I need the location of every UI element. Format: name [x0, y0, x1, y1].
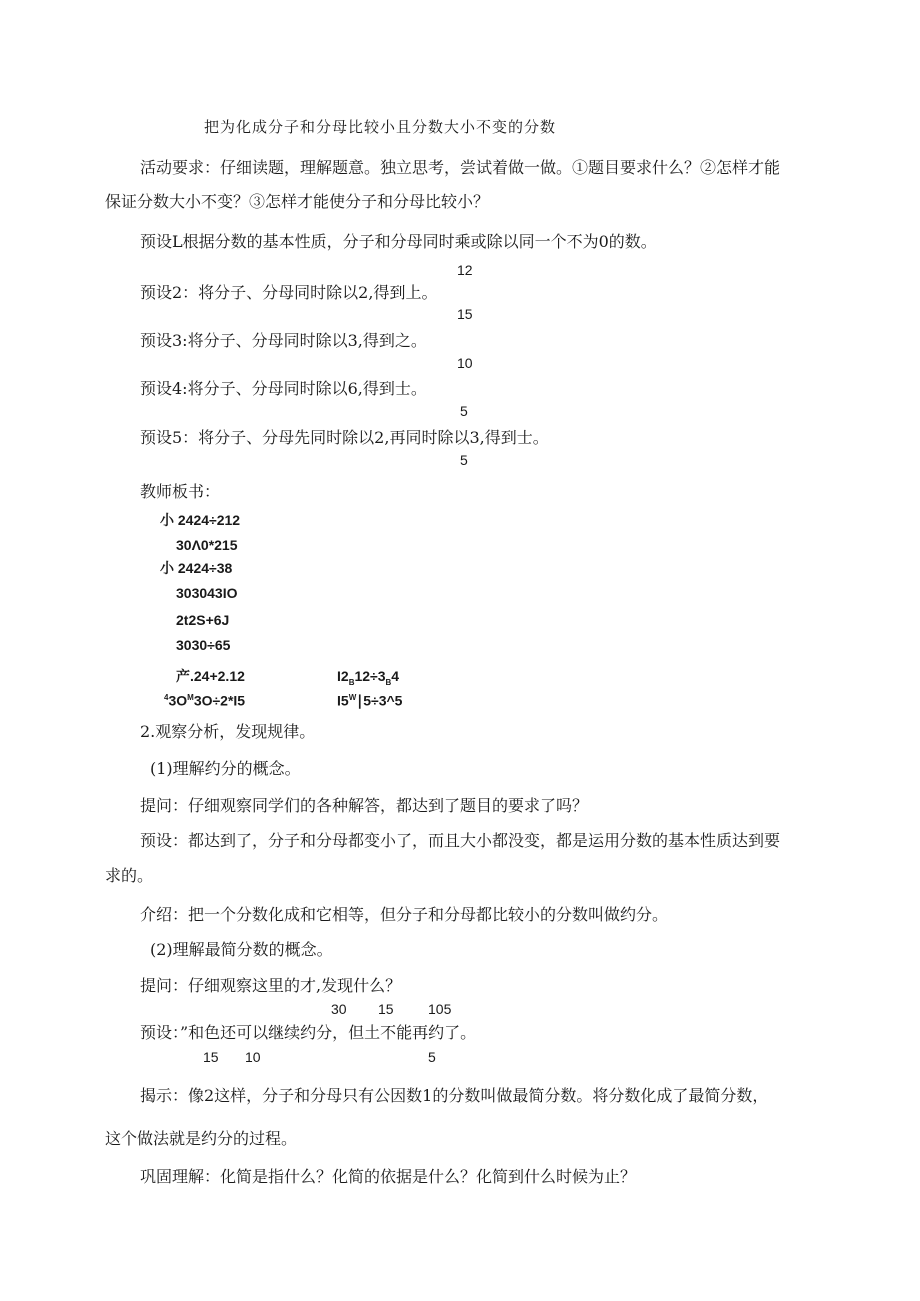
- fraction-denominator: 10: [245, 1049, 261, 1065]
- board-text: 4: [391, 668, 400, 684]
- board-line-2: 30Λ0*215: [176, 537, 238, 553]
- answer-1-line-1: 预设：都达到了，分子和分母都变小了，而且大小都没变，都是运用分数的基本性质达到要: [140, 831, 781, 850]
- preset-3: 预设3:将分子、分母同时除以3,得到之。: [140, 331, 427, 350]
- consolidate: 巩固理解：化简是指什么？化简的依据是什么？化简到什么时候为止？: [140, 1167, 637, 1186]
- reveal-line-1: 揭示：像2这样，分子和分母只有公因数1的分数叫做最简分数。将分数化成了最简分数，: [140, 1086, 769, 1105]
- fraction-denominator: 15: [457, 306, 473, 322]
- board-heading: 教师板书：: [140, 482, 221, 501]
- board-line-5: 2t2S+6J: [176, 612, 230, 628]
- board-line-8a: [164, 689, 245, 710]
- document-title: 把为化成分子和分母比较小且分数大小不变的分数: [204, 118, 557, 136]
- fraction-numerator: 30: [331, 1001, 347, 1017]
- fraction-denominator: 5: [460, 452, 468, 468]
- board-line-6: 3030÷65: [176, 637, 231, 653]
- fraction-denominator: 10: [457, 355, 473, 371]
- fraction-numerator: 105: [428, 1001, 452, 1017]
- board-text: 3O÷2*I5: [193, 692, 246, 709]
- board-line-1: 小 2424÷212: [160, 512, 241, 528]
- preset-4: 预设4:将分子、分母同时除以6,得到士。: [140, 379, 427, 398]
- activity-requirements-line-2: 保证分数大小不变？③怎样才能使分子和分母比较小？: [105, 192, 490, 211]
- preset-2: 预设2：将分子、分母同时除以2,得到上。: [140, 283, 438, 302]
- answer-1-line-2: 求的。: [105, 866, 154, 885]
- preset-1: 预设L根据分数的基本性质，分子和分母同时乘或除以同一个不为0的数。: [140, 232, 657, 251]
- subsection-2: (2)理解最简分数的概念。: [150, 940, 333, 959]
- activity-requirements-line-1: 活动要求：仔细读题，理解题意。独立思考，尝试着做一做。①题目要求什么？②怎样才能: [140, 158, 781, 177]
- superscript: W: [348, 693, 357, 702]
- fraction-numerator: 12: [457, 262, 473, 278]
- subscript: B: [348, 677, 355, 687]
- fraction-numerator: 15: [378, 1001, 394, 1017]
- board-line-4: 303043IO: [176, 585, 238, 601]
- subsection-1: (1)理解约分的概念。: [150, 759, 301, 778]
- superscript: 4: [164, 693, 169, 702]
- question-2: 提问：仔细观察这里的才,发现什么？: [140, 976, 402, 995]
- board-text: I5: [337, 692, 349, 709]
- fraction-denominator: 5: [428, 1049, 436, 1065]
- introduction: 介绍：把一个分数化成和它相等，但分子和分母都比较小的分数叫做约分。: [140, 905, 669, 924]
- reveal-line-2: 这个做法就是约分的过程。: [105, 1129, 298, 1148]
- board-text: I2: [337, 668, 349, 684]
- subscript: B: [385, 677, 392, 687]
- superscript: M: [187, 693, 194, 702]
- board-text: 3O: [168, 692, 188, 709]
- board-line-3: 小 2424÷38: [160, 560, 233, 576]
- answer-2: 预设：”和色还可以继续约分，但土不能再约了。: [140, 1023, 477, 1042]
- board-text: 12÷3: [354, 668, 386, 684]
- preset-5: 预设5：将分子、分母先同时除以2,再同时除以3,得到士。: [140, 428, 549, 447]
- board-line-7a: 产.24+2.12: [176, 668, 245, 684]
- fraction-denominator: 5: [460, 403, 468, 419]
- question-1: 提问：仔细观察同学们的各种解答，都达到了题目的要求了吗？: [140, 796, 589, 815]
- board-line-8b: [337, 689, 402, 710]
- fraction-denominator: 15: [203, 1049, 219, 1065]
- board-text: ∣5÷3^5: [356, 692, 403, 709]
- analysis-heading: 2.观察分析，发现规律。: [140, 722, 316, 741]
